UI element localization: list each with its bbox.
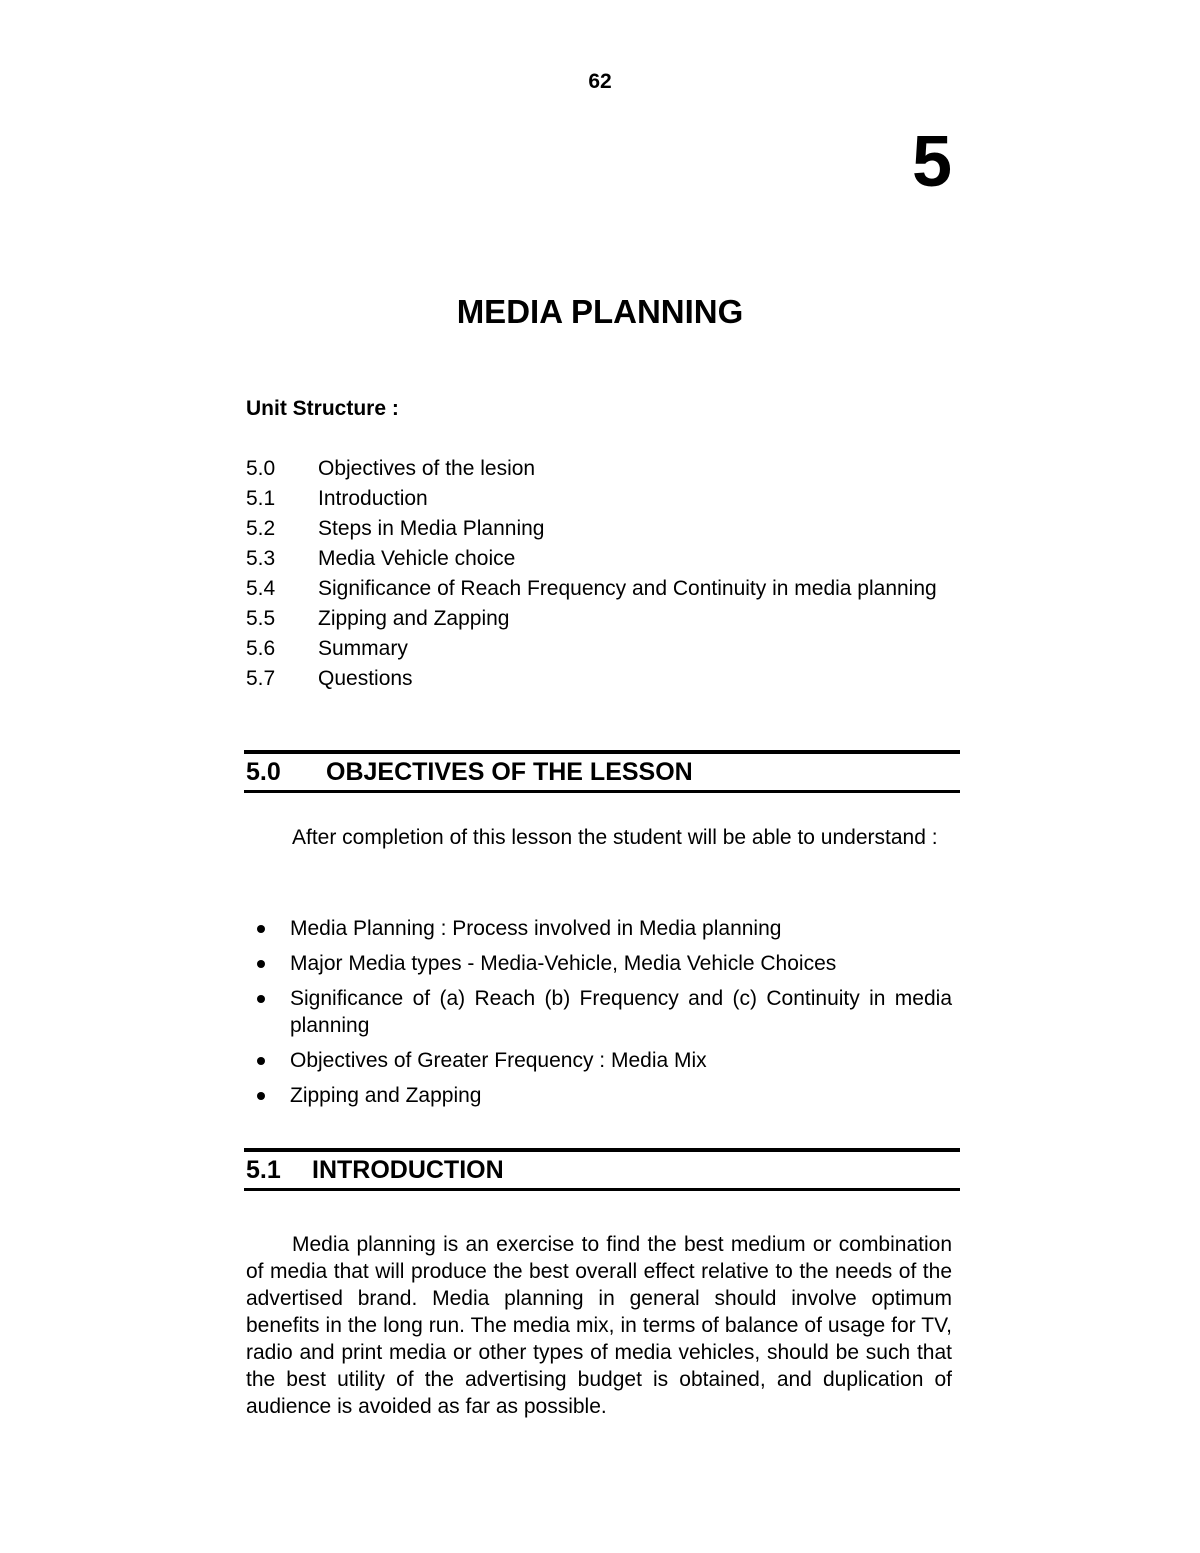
bullet-text: Objectives of Greater Frequency : Media Mix [290,1049,707,1072]
toc-item-number: 5.6 [246,637,276,660]
toc-item-number: 5.4 [246,577,276,600]
list-item [246,1047,952,1074]
bullet-text: Significance of (a) Reach (b) Frequency and (c) Continuity in media planning [290,987,952,1037]
toc-item-number: 5.3 [246,547,276,570]
list-item [246,1082,952,1109]
toc-item [246,605,952,632]
chapter-number: 5 [911,122,952,202]
unit-structure-label: Unit Structure : [246,397,399,420]
page-number: 62 [588,70,612,93]
toc-item-text: Introduction [318,487,428,510]
section-heading-introduction [244,1148,960,1191]
introduction-paragraph: Media planning is an exercise to find the best medium or combination of media that will produce the best overall effect relative to the needs of the advertised brand. Media planning in general should involve optimum benefits in the long run. The media mix, in terms of balance of usage for TV, radio and print media or other types of media vehicles, should be such that the best utility of the advertising budget is obtained, and duplication of audience is avoided as far as possible. [246,1233,952,1418]
section-title: OBJECTIVES OF THE LESSON [326,758,693,786]
bullet-icon [246,1047,290,1074]
toc-item [246,665,952,692]
section-number: 5.0 [246,758,281,786]
bullet-icon [246,950,290,977]
bullet-text: Zipping and Zapping [290,1084,482,1107]
toc-item-number: 5.2 [246,517,276,540]
toc-item [246,635,952,662]
toc-item-number: 5.7 [246,667,276,690]
toc-item-text: Summary [318,637,408,660]
toc-item [246,545,952,572]
toc-item [246,515,952,542]
unit-structure-list [246,455,952,695]
toc-item-text: Objectives of the lesion [318,457,536,480]
toc-item-number: 5.0 [246,457,276,480]
bullet-icon [246,985,290,1039]
bullet-text: Media Planning : Process involved in Media planning [290,917,782,940]
chapter-title: MEDIA PLANNING [456,293,744,330]
bullet-icon [246,915,290,942]
bullet-icon [246,1082,290,1109]
section-heading-objectives [244,750,960,793]
bullet-text: Major Media types - Media-Vehicle, Media Vehicle Choices [290,952,837,975]
section-title: INTRODUCTION [312,1156,504,1184]
toc-item-text: Significance of Reach Frequency and Continuity in media planning [318,577,937,600]
toc-item-number: 5.1 [246,487,276,510]
toc-item-text: Steps in Media Planning [318,517,545,540]
list-item [246,985,952,1039]
toc-item-text: Questions [318,667,413,690]
toc-item [246,575,952,602]
objectives-intro-paragraph: After completion of this lesson the student will be able to understand : [292,826,938,849]
toc-item [246,455,952,482]
section-number: 5.1 [246,1156,281,1184]
toc-item [246,485,952,512]
toc-item-text: Zipping and Zapping [318,607,510,630]
objectives-bullet-list [246,915,952,1117]
toc-item-text: Media Vehicle choice [318,547,516,570]
list-item [246,915,952,942]
toc-item-number: 5.5 [246,607,276,630]
list-item [246,950,952,977]
